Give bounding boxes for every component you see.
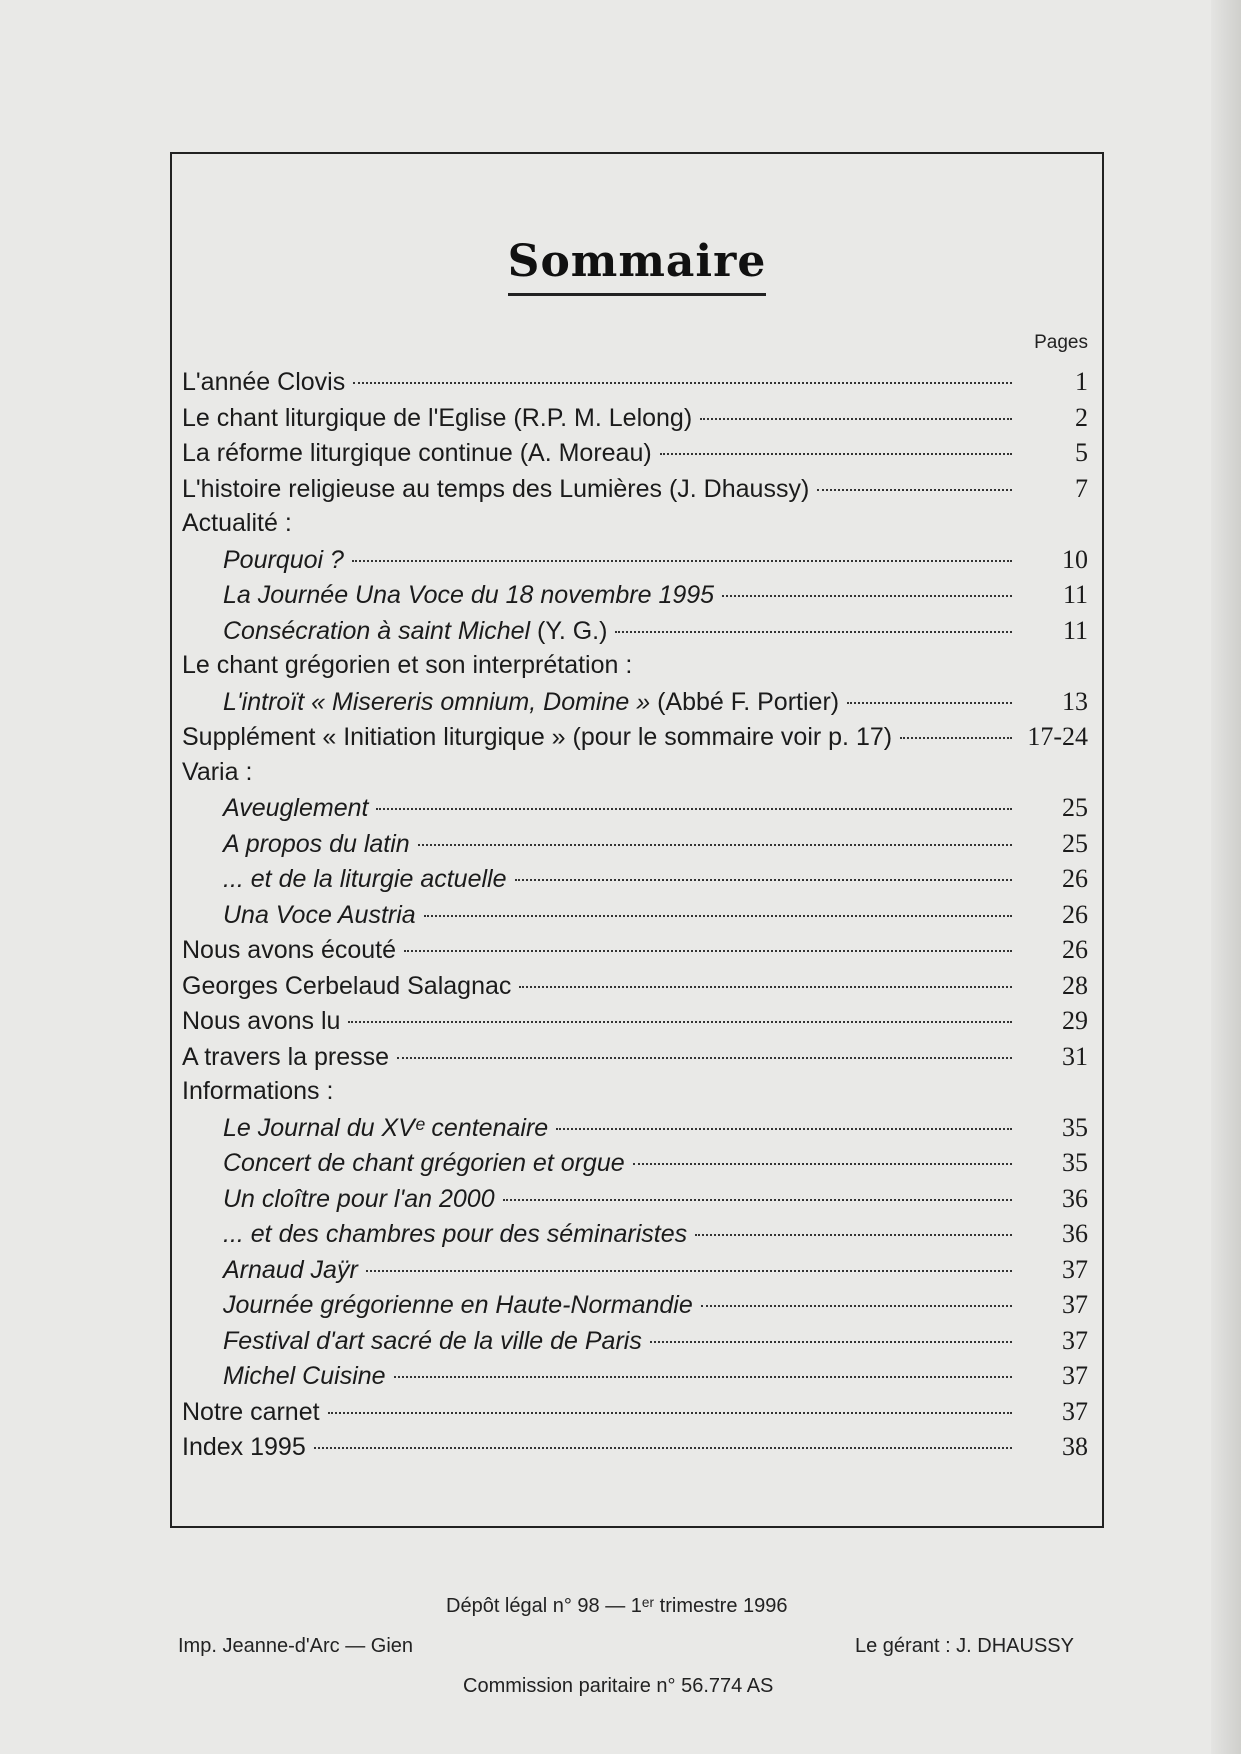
toc-entry: [182, 509, 1088, 545]
dot-leader: [615, 631, 1012, 633]
toc-entry-title: Notre carnet: [182, 1397, 320, 1426]
printer-line: Imp. Jeanne-d'Arc — Gien: [178, 1635, 414, 1657]
toc-entry-title: [223, 1185, 495, 1214]
toc-entry-page: 38: [1062, 1432, 1088, 1461]
toc-entry-page: 26: [1062, 864, 1088, 893]
commission-line: Commission paritaire n° 56.774 AS: [463, 1675, 774, 1697]
toc-entry-page: 17-24: [1027, 722, 1088, 751]
toc-entry-page: 1: [1075, 367, 1088, 396]
dot-leader: [556, 1128, 1012, 1130]
toc-entry-title-italic: Consécration à saint Michel: [223, 616, 531, 645]
manager-line: Le gérant : J. DHAUSSY: [855, 1635, 1074, 1657]
toc-entry-page: 35: [1062, 1148, 1088, 1177]
toc-entry: [182, 438, 1088, 474]
toc-entry: [182, 1290, 1088, 1326]
toc-entry-title-italic: Arnaud Jaÿr: [223, 1255, 358, 1284]
toc-entry: [182, 1219, 1088, 1255]
toc-entry: [182, 793, 1088, 829]
toc-entry: [182, 971, 1088, 1007]
dot-leader: [519, 986, 1012, 988]
toc-entry-page: 25: [1062, 828, 1088, 858]
toc-entry: [182, 1148, 1088, 1184]
toc-entry-title: [223, 865, 507, 894]
toc-entry-title: [223, 1256, 358, 1285]
toc-entry-title-italic: Concert de chant grégorien et orgue: [223, 1149, 625, 1177]
dot-leader: [352, 560, 1012, 562]
toc-entry: [182, 864, 1088, 900]
toc-entry: [182, 474, 1088, 510]
dot-leader: [418, 844, 1012, 846]
toc-entry-title-italic: Una Voce Austria: [223, 900, 416, 929]
toc-entry-title-italic: La Journée Una Voce du 18 novembre 1995: [223, 581, 715, 609]
toc-entry: [182, 900, 1088, 936]
page-title-wrap: [172, 236, 1102, 296]
page-edge-shadow: [1211, 0, 1241, 1754]
toc-entry-page: 37: [1062, 1361, 1088, 1390]
toc-entry: [182, 1077, 1088, 1113]
toc-entry-title: Le chant grégorien et son interprétation :: [182, 651, 633, 679]
toc-entry: [182, 758, 1088, 794]
toc-entry-page: 5: [1075, 438, 1088, 467]
dot-leader: [404, 950, 1012, 952]
toc-entry-title: [223, 546, 344, 575]
toc-entry-page: 37: [1062, 1325, 1088, 1355]
dot-leader: [328, 1412, 1012, 1414]
toc-entry-title-italic: L'introït « Misereris omnium, Domine »: [223, 687, 651, 716]
toc-entry: [182, 1184, 1088, 1220]
toc-entry: [182, 935, 1088, 971]
toc-entry-title: [223, 617, 607, 646]
dot-leader: [397, 1057, 1012, 1059]
dot-leader: [817, 489, 1012, 491]
toc-entry: [182, 616, 1088, 652]
toc-entry-page: 11: [1062, 615, 1088, 645]
dot-leader: [722, 595, 1012, 597]
toc-entry-page: 35: [1062, 1112, 1088, 1142]
toc-entry: [182, 1432, 1088, 1468]
toc-entry-page: 10: [1062, 544, 1088, 574]
toc-entry-title-italic: Festival d'art sacré de la ville de Paris: [223, 1326, 642, 1355]
toc-entry: [182, 1255, 1088, 1291]
toc-entry-title: Georges Cerbelaud Salagnac: [182, 971, 512, 1000]
toc-entry: [182, 1006, 1088, 1042]
dot-leader: [314, 1447, 1012, 1449]
dot-leader: [701, 1305, 1012, 1307]
toc-entry-title: L'histoire religieuse au temps des Lumières (J. Dhaussy): [182, 474, 810, 503]
dot-leader: [366, 1270, 1012, 1272]
toc-entry-title: Actualité :: [182, 509, 292, 537]
toc-entry-page: 2: [1075, 402, 1088, 432]
toc-entry-title: [223, 1220, 687, 1249]
toc-entry-title: Index 1995: [182, 1433, 306, 1461]
dot-leader: [515, 879, 1013, 881]
toc-entry: [182, 545, 1088, 581]
toc-entry: [182, 687, 1088, 723]
toc-entry-page: 29: [1062, 1006, 1088, 1035]
toc-entry-title: [223, 1362, 386, 1391]
toc-entry-title: L'année Clovis: [182, 368, 346, 396]
dot-leader: [348, 1021, 1012, 1023]
toc-entry: [182, 580, 1088, 616]
dot-leader: [700, 418, 1012, 420]
dot-leader: [376, 808, 1012, 810]
toc-entry-title-italic: Journée grégorienne en Haute-Normandie: [223, 1291, 693, 1319]
dot-leader: [650, 1341, 1012, 1343]
toc-entry-title: A travers la presse: [182, 1042, 390, 1071]
toc-entry: [182, 651, 1088, 687]
pages-column-header: Pages: [1034, 332, 1088, 353]
toc-entry-title: Nous avons lu: [182, 1007, 341, 1035]
toc-entry-title-italic: A propos du latin: [223, 829, 410, 858]
toc-entry-page: 26: [1062, 899, 1088, 929]
toc-entry-author: (Y. G.): [530, 616, 608, 645]
toc-entry: [182, 1326, 1088, 1362]
toc-entry-title-italic: ... et des chambres pour des séminaristes: [223, 1220, 688, 1248]
toc-entry: [182, 1042, 1088, 1078]
toc-entry: [182, 1361, 1088, 1397]
dot-leader: [660, 453, 1012, 455]
toc-entry-title: Supplément « Initiation liturgique » (pour le sommaire voir p. 17): [182, 723, 893, 751]
toc-entry-title: [223, 901, 416, 930]
toc-entry-page: 26: [1062, 935, 1088, 964]
toc-entry-page: 36: [1062, 1219, 1088, 1248]
dot-leader: [353, 382, 1012, 384]
toc-entry-title-italic: Michel Cuisine: [223, 1362, 386, 1390]
toc-entry-page: 37: [1062, 1396, 1088, 1426]
toc-entry-title: Varia :: [182, 757, 253, 786]
toc-entry-title: Le chant liturgique de l'Eglise (R.P. M. Lelong): [182, 403, 693, 432]
toc-entry-title-italic: Aveuglement: [223, 794, 369, 822]
toc-entry-title: Informations :: [182, 1077, 334, 1105]
toc-entry-title: [223, 581, 714, 610]
dot-leader: [424, 915, 1012, 917]
toc-entry-page: 28: [1062, 970, 1088, 1000]
toc-entry: [182, 367, 1088, 403]
toc-entry-page: 31: [1062, 1041, 1088, 1071]
toc-entry-title-italic: Pourquoi ?: [223, 545, 344, 574]
toc-entry-page: 13: [1062, 686, 1088, 716]
toc-entry-title: [223, 1291, 693, 1320]
toc-entry-page: 37: [1062, 1290, 1088, 1319]
toc-entry-title: Nous avons écouté: [182, 936, 397, 964]
dot-leader: [503, 1199, 1012, 1201]
toc-entry-title-italic: Un cloître pour l'an 2000: [223, 1184, 495, 1213]
toc-entry-page: 37: [1062, 1254, 1088, 1284]
legal-deposit-line: Dépôt légal n° 98 — 1ᵉʳ trimestre 1996: [446, 1595, 788, 1617]
toc-entry-page: 25: [1062, 793, 1088, 822]
toc-entry-title: La réforme liturgique continue (A. Moreau): [182, 439, 652, 467]
toc-entry-page: 36: [1062, 1183, 1088, 1213]
dot-leader: [900, 737, 1012, 739]
toc-entry: [182, 1113, 1088, 1149]
toc-entry-title: [223, 830, 410, 859]
table-of-contents-frame: [170, 152, 1104, 1528]
dot-leader: [633, 1163, 1012, 1165]
page-title: Sommaire: [508, 236, 767, 296]
toc-entry-title: [223, 794, 368, 823]
toc-entry: [182, 722, 1088, 758]
toc-entry-title: [223, 1327, 642, 1356]
toc-entry-page: 11: [1062, 580, 1088, 609]
toc-entry: [182, 829, 1088, 865]
toc-entry-page: 7: [1075, 473, 1088, 503]
toc-entry-title-italic: ... et de la liturgie actuelle: [223, 865, 507, 893]
toc-list: [182, 367, 1088, 1468]
toc-entry-author: (Abbé F. Portier): [650, 687, 840, 716]
toc-entry: [182, 1397, 1088, 1433]
dot-leader: [847, 702, 1012, 704]
toc-entry-title: [223, 688, 839, 717]
toc-entry: [182, 403, 1088, 439]
toc-entry-title: [223, 1114, 548, 1143]
toc-entry-title: [223, 1149, 625, 1178]
dot-leader: [695, 1234, 1012, 1236]
dot-leader: [394, 1376, 1012, 1378]
toc-entry-title-italic: Le Journal du XVᵉ centenaire: [223, 1113, 549, 1142]
